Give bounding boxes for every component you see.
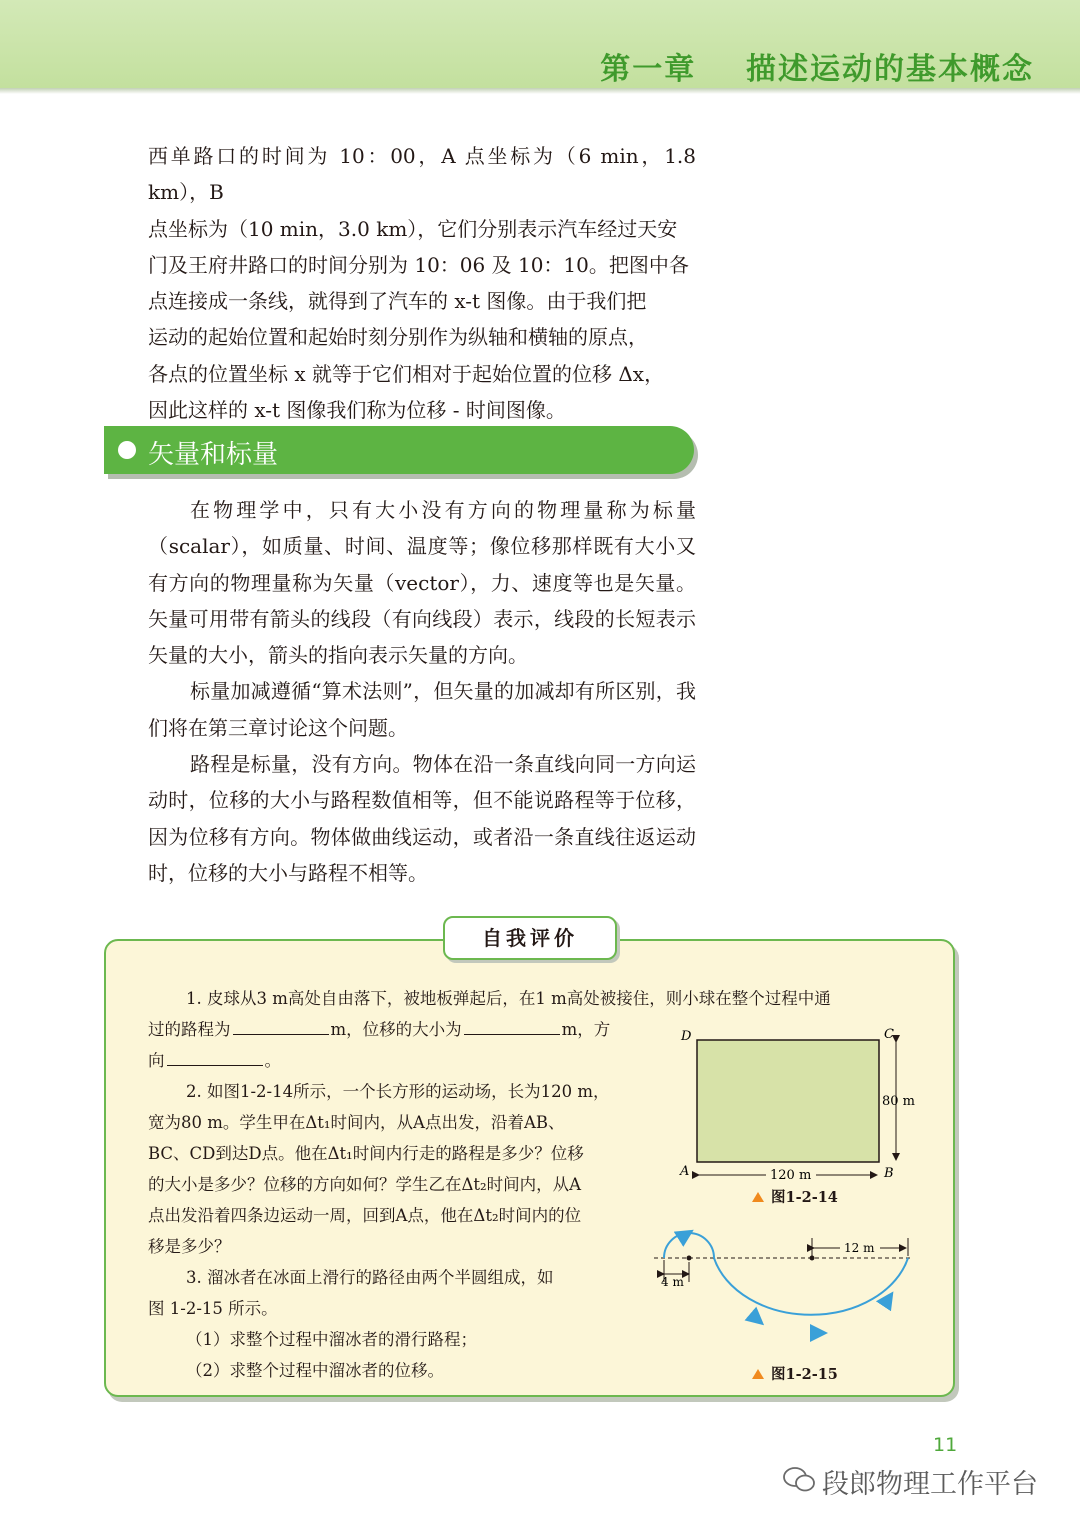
section-paragraph: 路程是标量，没有方向。物体在沿一条直线向同一方向运动时，位移的大小与路程数值相等，但不能说路程等于位移，因为位移有方向。物体做曲线运动，或者沿一条直线往返运动时，位移的大小与路程不相等。	[148, 752, 696, 885]
section-paragraph: 标量加减遵循“算术法则”，但矢量的加减却有所区别，我们将在第三章讨论这个问题。	[148, 679, 696, 740]
small-semicircle	[664, 1233, 714, 1258]
q2-line: BC、CD到达D点。他在Δt₁时间内行走的路程是多少？位移	[148, 1144, 584, 1163]
height-label: 80 m	[882, 1094, 916, 1109]
q2-line: 移是多少？	[148, 1237, 231, 1256]
answer-blank	[167, 1048, 263, 1066]
large-radius-label: 12 m	[844, 1241, 875, 1255]
section-title: 矢量和标量	[148, 440, 279, 470]
triangle-icon	[752, 1192, 764, 1202]
figure-skating-path	[652, 1222, 922, 1362]
q1-text: 向	[148, 1051, 165, 1070]
figure-caption	[752, 1363, 838, 1384]
watermark-text: 段郎物理工作平台	[822, 1469, 1038, 1500]
intro-line: 运动的起始位置和起始时刻分别作为纵轴和横轴的原点，	[148, 325, 648, 350]
header-band	[0, 0, 1080, 88]
answer-blank	[464, 1017, 560, 1035]
corner-c-label: C	[884, 1027, 894, 1042]
intro-paragraph	[148, 138, 696, 428]
bullet-dot-icon	[118, 441, 136, 459]
small-radius-label: 4 m	[661, 1275, 684, 1289]
large-semicircle	[714, 1258, 908, 1315]
corner-a-label: A	[680, 1164, 690, 1179]
triangle-icon	[752, 1369, 764, 1379]
q2-line: 的大小是多少？位移的方向如何？学生乙在Δt₂时间内，从A	[148, 1175, 582, 1194]
small-center-dot	[687, 1256, 692, 1261]
self-eval-title: 自我评价	[443, 916, 617, 960]
q2-line: 点出发沿着四条边运动一周，回到A点，他在Δt₂时间内的位	[148, 1206, 582, 1225]
q1-text: 过的路程为	[148, 1020, 231, 1039]
intro-line: 门及王府井路口的时间分别为 10：06 及 10：10。把图中各	[148, 252, 689, 277]
q1-text: m，方	[561, 1020, 611, 1039]
intro-line: 因此这样的 x-t 图像我们称为位移 - 时间图像。	[148, 398, 566, 423]
intro-line: 西单路口的时间为 10：00，A 点坐标为（6 min，1.8 km），B	[148, 144, 696, 205]
caption-text: 图1-2-14	[771, 1189, 838, 1206]
answer-blank	[233, 1017, 329, 1035]
q1-text: 。	[264, 1051, 281, 1070]
q1-line3	[148, 1045, 281, 1076]
q3-line: （1）求整个过程中溜冰者的滑行路程；	[186, 1330, 477, 1349]
q3-line: 图 1-2-15 所示。	[148, 1299, 278, 1318]
large-center-dot	[810, 1256, 815, 1261]
intro-line: 点坐标为（10 min，3.0 km），它们分别表示汽车经过天安	[148, 216, 678, 241]
figure-caption	[752, 1186, 838, 1207]
corner-b-label: B	[884, 1166, 894, 1181]
section-body	[148, 492, 696, 891]
q1-line2	[148, 1014, 610, 1045]
chapter-title: 第一章 描述运动的基本概念	[600, 52, 1034, 87]
q1-line1: 1. 皮球从3 m高处自由落下，被地板弹起后，在1 m高处被接住，则小球在整个过程中通	[186, 989, 831, 1008]
section-heading	[104, 426, 694, 474]
page-number: 11	[933, 1434, 958, 1456]
path-arrow-icon	[885, 1298, 889, 1304]
caption-text: 图1-2-15	[771, 1366, 838, 1383]
figure-rectangle-field	[672, 1020, 922, 1190]
q3-line: 3. 溜冰者在冰面上滑行的路径由两个半圆组成，如	[186, 1268, 554, 1287]
corner-d-label: D	[681, 1029, 692, 1044]
section-paragraph: 在物理学中，只有大小没有方向的物理量称为标量（scalar），如质量、时间、温度等；像位移那样既有大小又有方向的物理量称为矢量（vector），力、速度等也是矢量。矢量可用带有箭头的线段（有向线段）表示，线段的长短表示矢量的大小，箭头的指向表示矢量的方向。	[148, 498, 696, 668]
q3-line: （2）求整个过程中溜冰者的位移。	[186, 1361, 444, 1380]
q2-line: 宽为80 m。学生甲在Δt₁时间内，从A点出发，沿着AB、	[148, 1113, 565, 1132]
field-rectangle	[697, 1040, 879, 1162]
q1-text: m，位移的大小为	[330, 1020, 462, 1039]
intro-line: 点连接成一条线，就得到了汽车的 x-t 图像。由于我们把	[148, 289, 647, 314]
path-arrow-icon	[751, 1314, 758, 1320]
width-label: 120 m	[770, 1168, 812, 1183]
intro-line: 各点的位置坐标 x 就等于它们相对于起始位置的位移 Δx，	[148, 361, 665, 386]
q2-line: 2. 如图1-2-14所示，一个长方形的运动场，长为120 m，	[186, 1082, 610, 1101]
wechat-icon	[783, 1466, 817, 1492]
